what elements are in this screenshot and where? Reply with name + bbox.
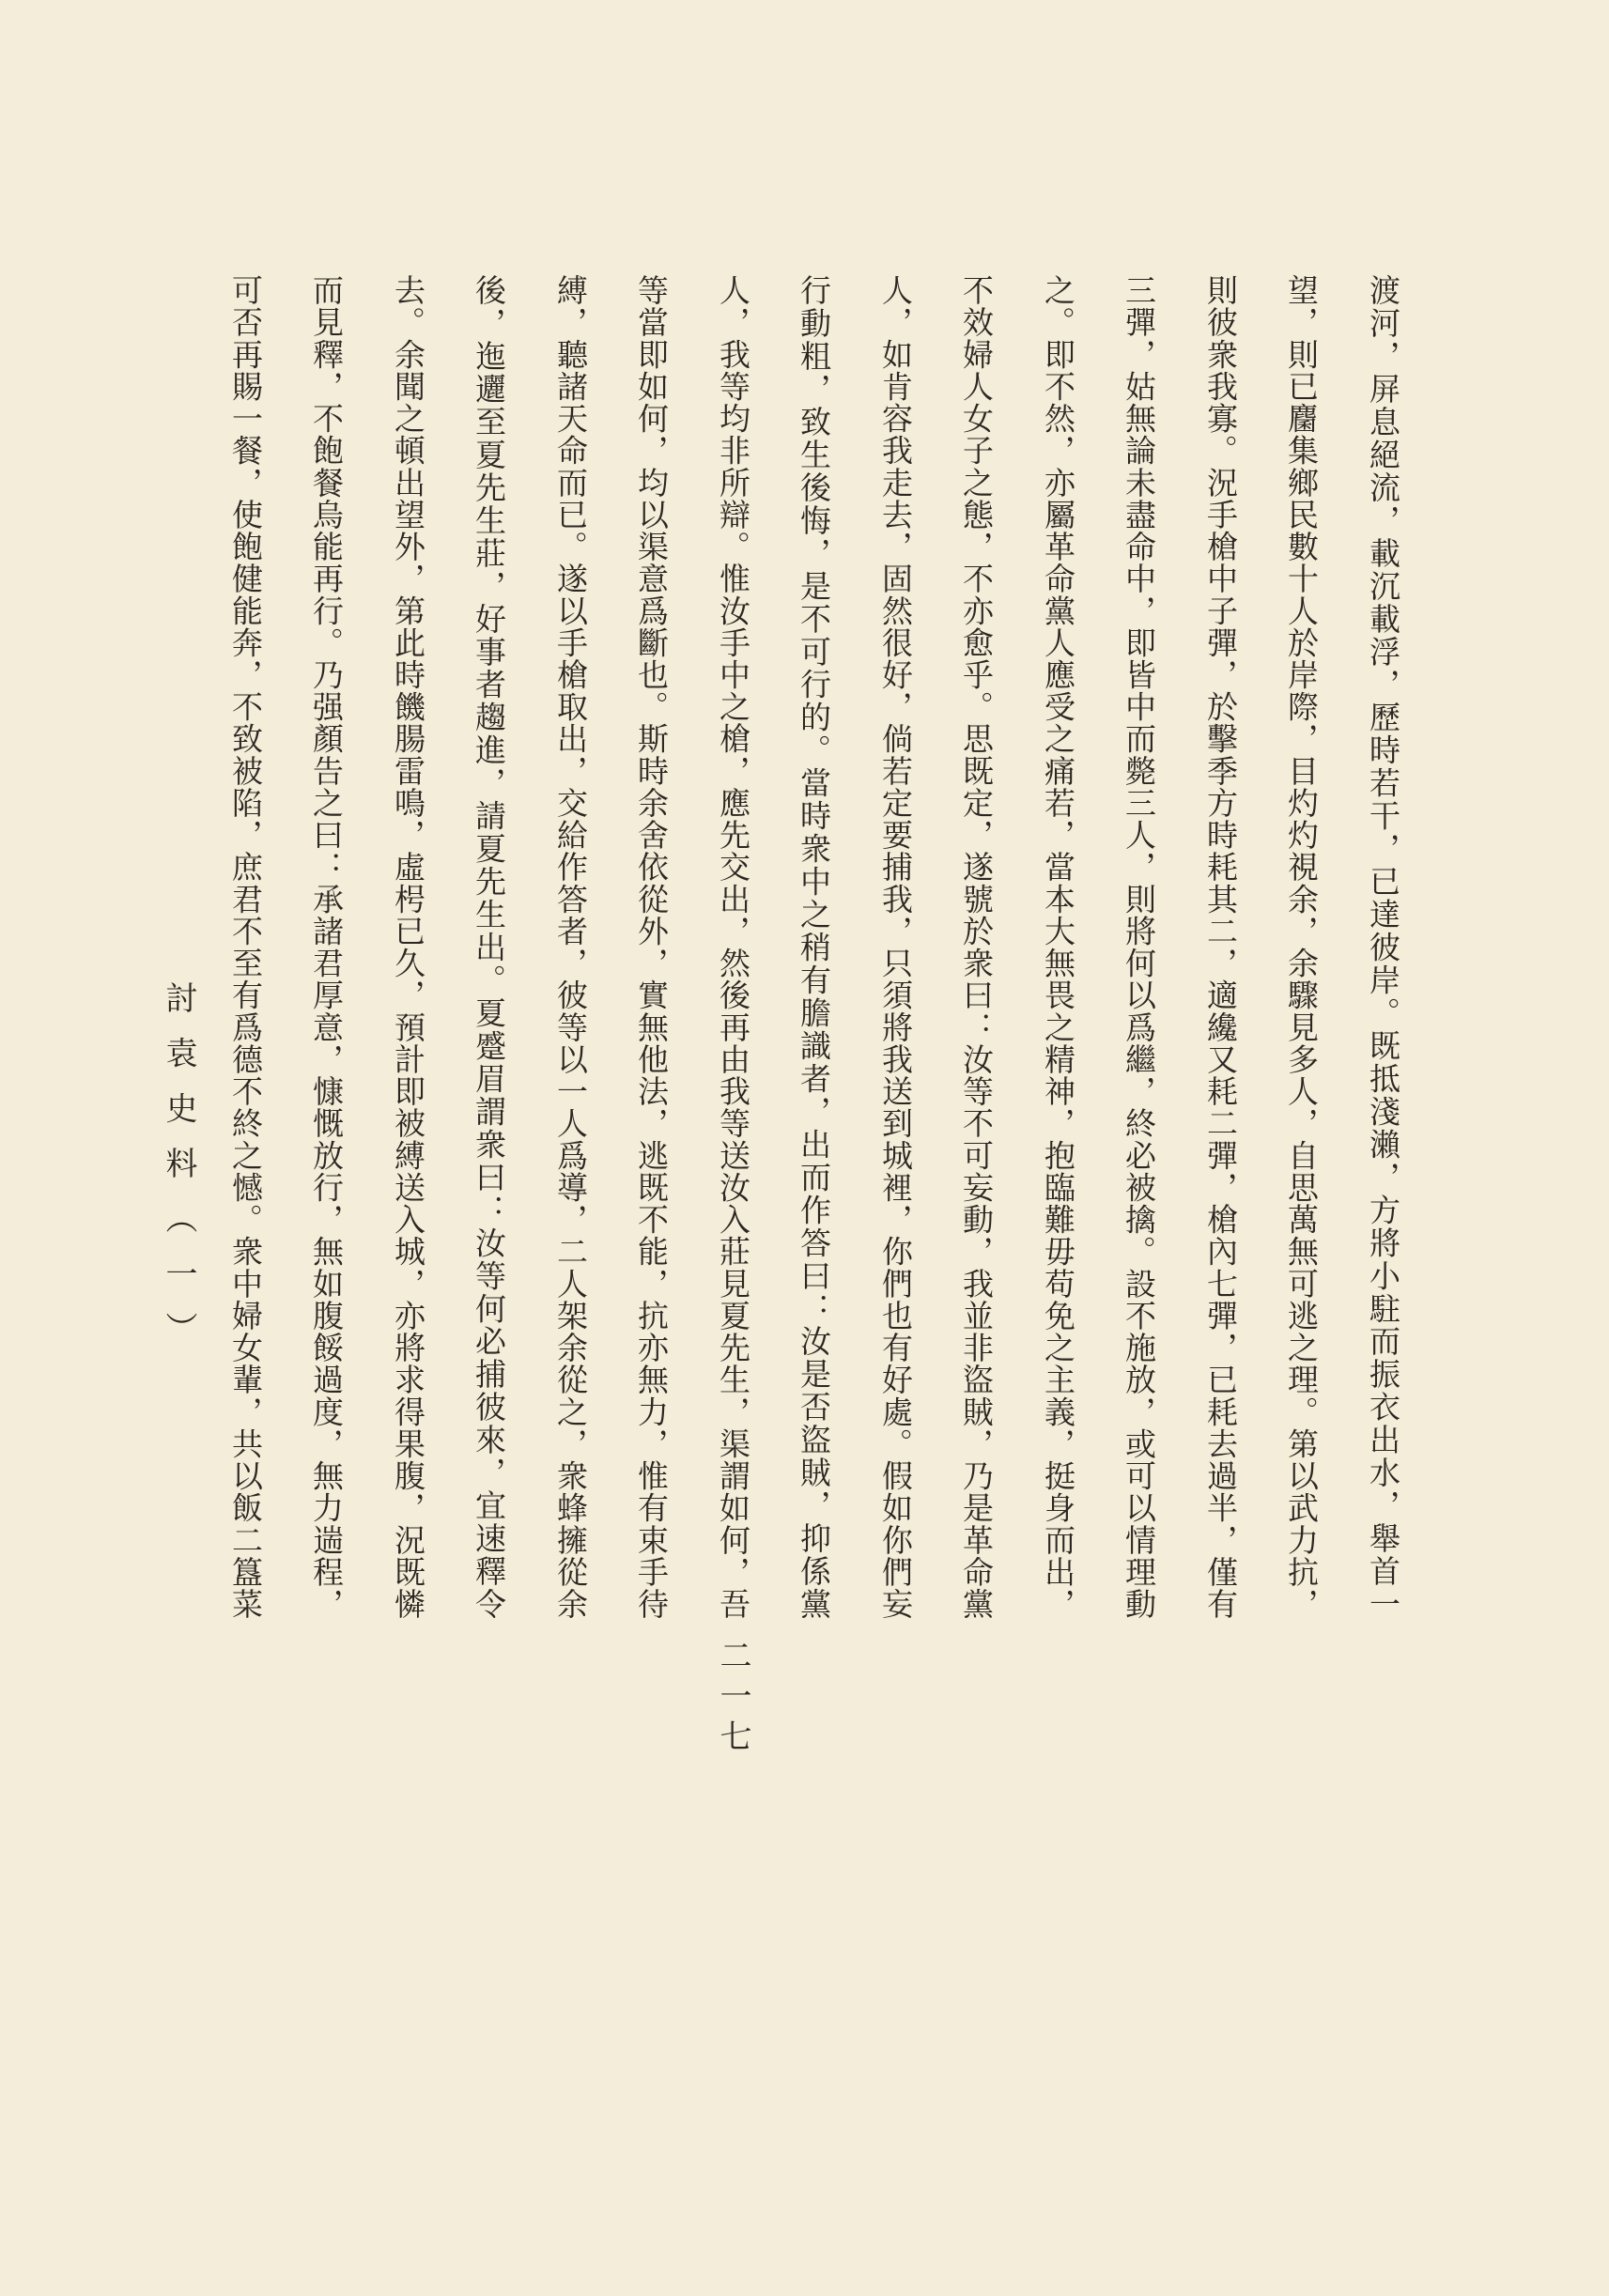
text-column: 去。余聞之頓出望外，第此時饑腸雷鳴，虛枵已久，預計即被縛送入城，亦將求得果腹，況既憐 (390, 274, 426, 1619)
text-column: 望，則已麕集鄉民數十人於岸際，目灼灼視余，余驟見多人，自思萬無可逃之理。第以武力抗， (1283, 274, 1320, 1619)
book-title-footer: 討袁史料（一） (160, 981, 197, 1348)
text-column: 之。即不然，亦屬革命黨人應受之痛若，當本大無畏之精神，抱臨難毋苟免之主義，挺身而出， (1040, 274, 1076, 1619)
text-column: 等當即如何，均以渠意爲斷也。斯時余舍依從外，實無他法，逃既不能，抗亦無力，惟有束手待 (633, 274, 670, 1619)
text-column: 後，迤邐至夏先生莊，好事者趨進，請夏先生出。夏蹙眉謂衆曰：汝等何必捕彼來，宜速釋令 (471, 274, 507, 1619)
text-column: 不效婦人女子之態，不亦愈乎。思既定，遂號於衆曰：汝等不可妄動，我並非盜賊，乃是革命黨 (958, 274, 995, 1619)
text-column: 三彈，姑無論未盡命中，即皆中而斃三人，則將何以爲繼，終必被擒。設不施放，或可以情理動 (1121, 274, 1157, 1619)
text-column: 則彼衆我寡。況手槍中子彈，於擊季方時耗其二，適纔又耗二彈，槍內七彈，已耗去過半，僅有 (1202, 274, 1239, 1619)
page-number: 二一七 (714, 1639, 751, 1751)
text-column: 可否再賜一餐，使飽健能奔，不致被陷，庶君不至有爲德不終之憾。衆中婦女輩，共以飯二簋菜 (227, 274, 264, 1619)
text-column: 人，我等均非所辯。惟汝手中之槍，應先交出，然後再由我等送汝入莊見夏先生，渠謂如何，吾 (715, 274, 751, 1619)
text-column: 而見釋，不飽餐烏能再行。乃强顏告之曰：承諸君厚意，慷慨放行，無如腹餒過度，無力遄程， (308, 274, 345, 1619)
text-column: 渡河，屏息絕流，載沉載浮，歷時若干，已達彼岸。既抵淺瀨，方將小駐而振衣出水，舉首一 (1365, 274, 1401, 1619)
text-column: 行動粗，致生後悔，是不可行的。當時衆中之稍有膽識者，出而作答曰：汝是否盜賊，抑係黨 (796, 274, 832, 1619)
text-column: 人，如肯容我走去，固然很好，倘若定要捕我，只須將我送到城裡，你們也有好處。假如你們妄 (877, 274, 914, 1619)
text-column: 縛，聽諸天命而已。遂以手槍取出，交給作答者，彼等以一人爲導，二人架余從之，衆蜂擁從余 (552, 274, 589, 1619)
